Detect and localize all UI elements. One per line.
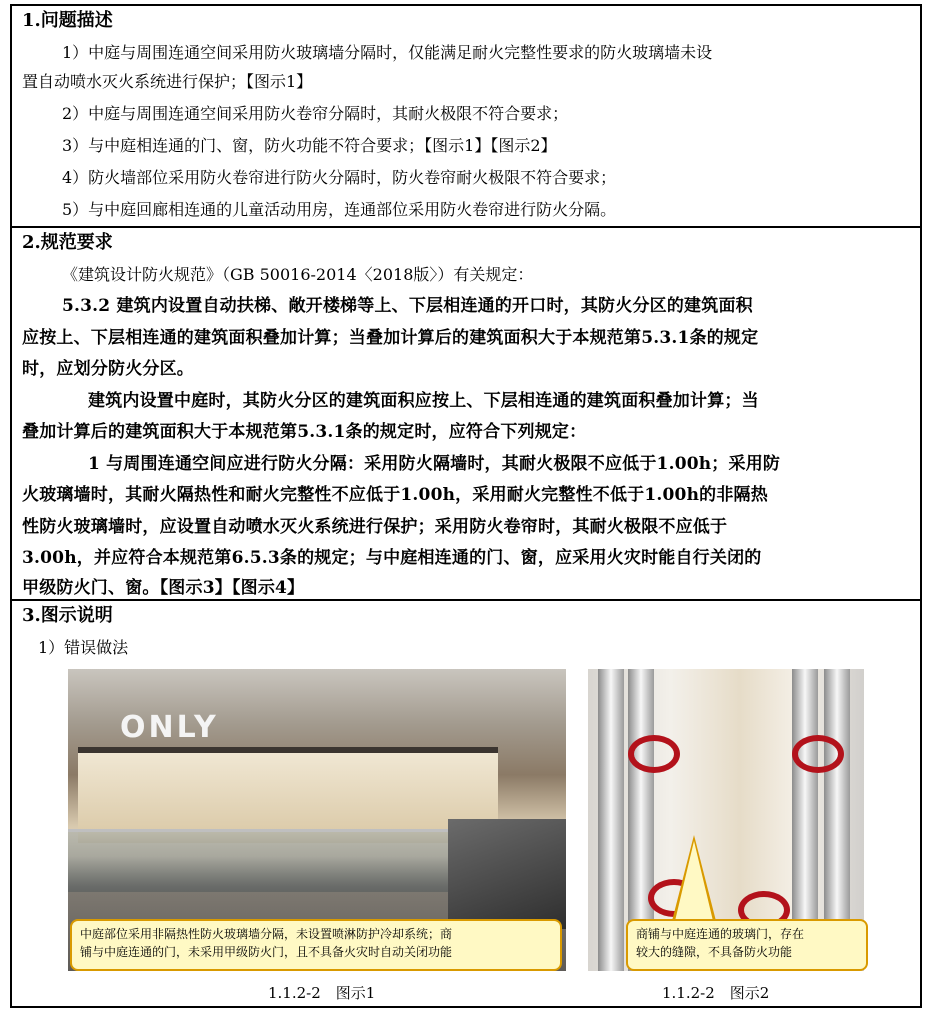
code-clause-line: 时，应划分防火分区。 — [22, 359, 194, 379]
callout-pointer-fill — [675, 841, 713, 921]
code-clause-line: 3.00h，并应符合本规范第6.5.3条的规定；与中庭相连通的门、窗，应采用火灾时能自行关闭的 — [22, 548, 762, 568]
figure-caption-1: 1.1.2-2 图示1 — [268, 984, 376, 1002]
problem-item-2: 2）中庭与周围连通空间采用防火卷帘分隔时，其耐火极限不符合要求； — [62, 104, 569, 123]
code-clause-line: 5.3.2 建筑内设置自动扶梯、敞开楼梯等上、下层相连通的开口时，其防火分区的建筑面积 — [62, 296, 753, 316]
problem-item-3: 3）与中庭相连通的门、窗，防火功能不符合要求；【图示1】【图示2】 — [62, 136, 557, 155]
red-handle-ring — [628, 735, 680, 773]
callout-glass-door-gap — [626, 919, 868, 971]
document-frame — [10, 4, 922, 1008]
callout-line: 中庭部位采用非隔热性防火玻璃墙分隔，未设置喷淋防护冷却系统；商 — [80, 927, 453, 941]
door-handle-pole — [598, 669, 624, 971]
code-clause-line: 性防火玻璃墙时，应设置自动喷水灭火系统进行保护；采用防火卷帘时，其耐火极限不应低于 — [22, 517, 728, 537]
problem-item-1-cont: 置自动喷水灭火系统进行保护；【图示1】 — [22, 72, 313, 91]
wrong-practice-subheading: 1）错误做法 — [38, 638, 129, 657]
callout-line: 商铺与中庭连通的玻璃门，存在 — [636, 927, 805, 941]
figure-caption-2: 1.1.2-2 图示2 — [662, 984, 770, 1002]
code-clause-line: 建筑内设置中庭时，其防火分区的建筑面积应按上、下层相连通的建筑面积叠加计算；当 — [88, 391, 759, 411]
code-clause-line: 甲级防火门、窗。【图示3】【图示4】 — [22, 578, 305, 598]
callout-line: 铺与中庭连通的门，未采用甲级防火门，且不具备火灾时自动关闭功能 — [80, 945, 453, 959]
callout-atrium-glass-wall — [70, 919, 562, 971]
section-heading: 2.规范要求 — [22, 232, 113, 253]
code-clause-line: 火玻璃墙时，其耐火隔热性和耐火完整性不应低于1.00h，采用耐火完整性不低于1.00h的非隔热 — [22, 485, 768, 505]
code-intro: 《建筑设计防火规范》（GB 50016-2014〈2018版〉）有关规定： — [62, 265, 534, 284]
illustration-section — [12, 601, 920, 1006]
code-clause-line: 应按上、下层相连通的建筑面积叠加计算；当叠加计算后的建筑面积大于本规范第5.3.1条的规定 — [22, 328, 759, 348]
red-handle-ring — [792, 735, 844, 773]
problem-item-5: 5）与中庭回廊相连通的儿童活动用房，连通部位采用防火卷帘进行防火分隔。 — [62, 200, 617, 219]
problem-item-1: 1）中庭与周围连通空间采用防火玻璃墙分隔时，仅能满足耐火完整性要求的防火玻璃墙未设 — [62, 43, 713, 62]
problem-item-4: 4）防火墙部位采用防火卷帘进行防火分隔时，防火卷帘耐火极限不符合要求； — [62, 168, 617, 187]
problem-description-section — [12, 6, 920, 228]
section-heading: 3.图示说明 — [22, 605, 113, 626]
code-clause-line: 叠加计算后的建筑面积大于本规范第5.3.1条的规定时，应符合下列规定： — [22, 422, 587, 442]
code-clause-line: 1 与周围连通空间应进行防火分隔：采用防火隔墙时，其耐火极限不应低于1.00h；采用防 — [88, 454, 781, 474]
section-heading: 1.问题描述 — [22, 10, 113, 31]
callout-line: 较大的缝隙，不具备防火功能 — [636, 945, 793, 959]
code-requirements-section — [12, 228, 920, 601]
store-sign: ONLY — [120, 710, 219, 745]
escalator — [448, 819, 566, 929]
